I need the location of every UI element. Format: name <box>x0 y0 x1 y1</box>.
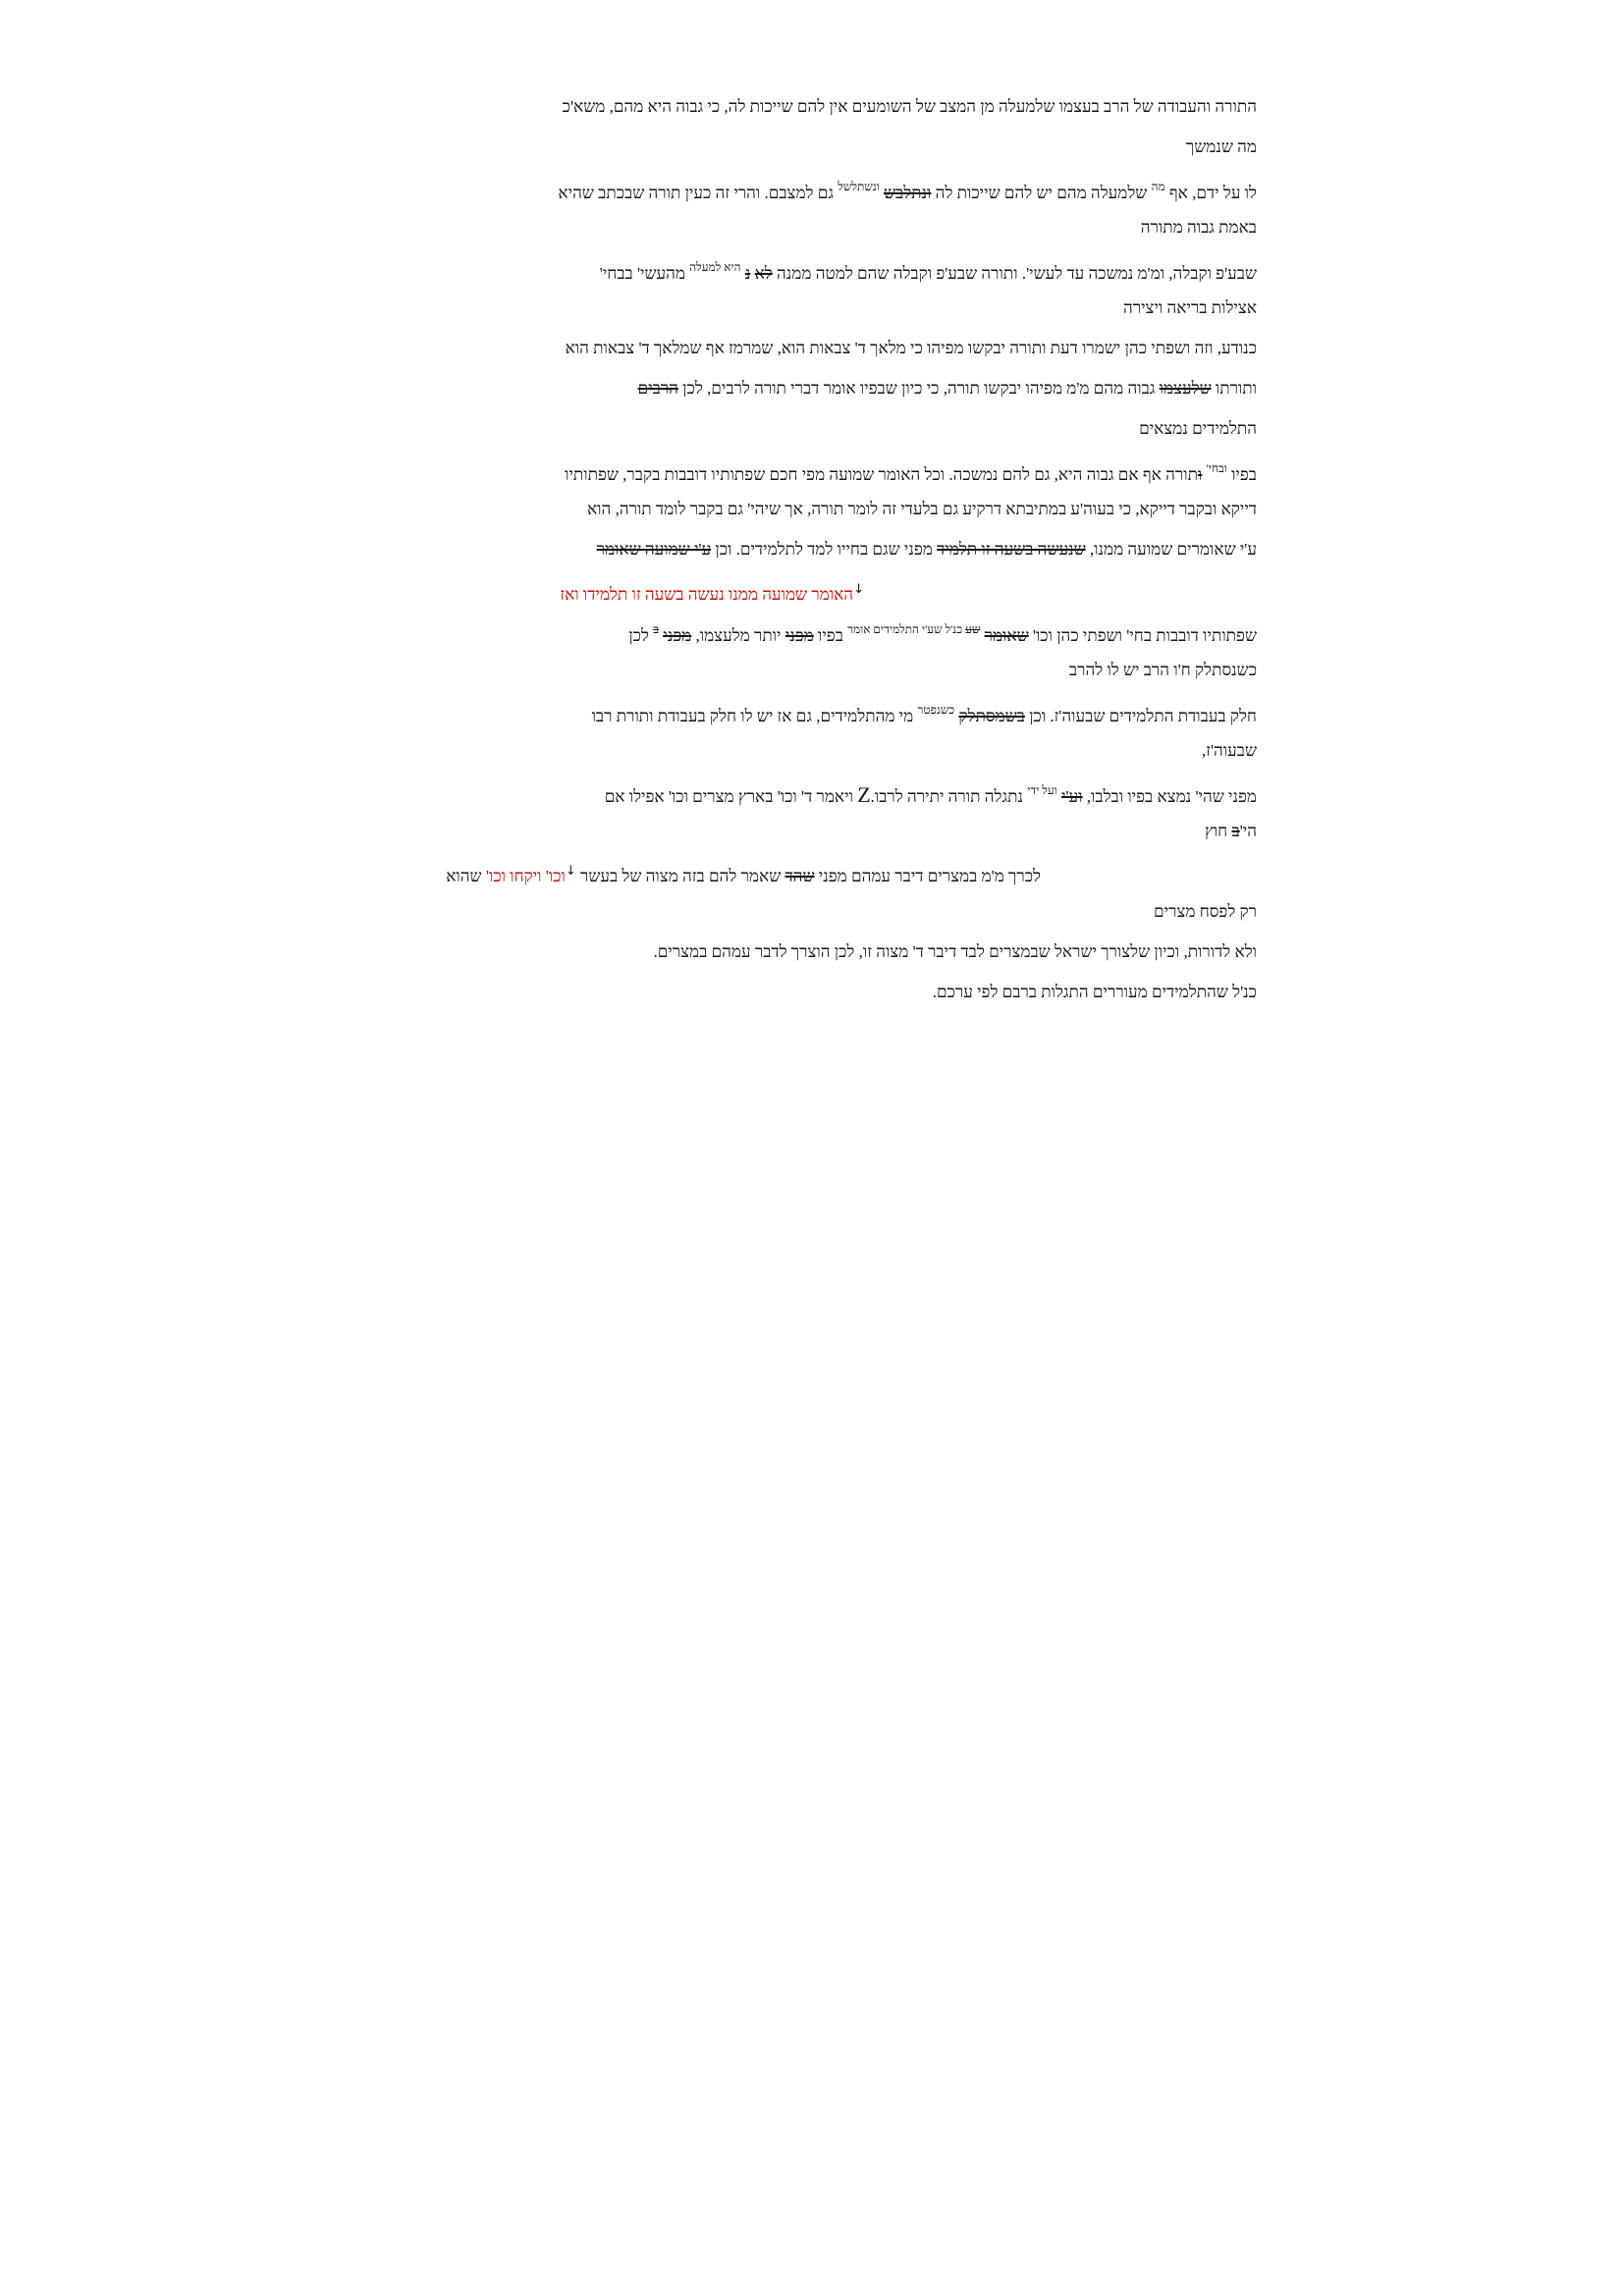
text-run: שהוא <box>446 867 486 885</box>
text-line <box>182 408 1257 449</box>
text-line <box>182 569 864 610</box>
text-line <box>182 529 1257 569</box>
text-run: גם למצבם. והרי זה כעין תורה שבכתב שהיא <box>558 184 839 202</box>
text-run: אצילות בריאה ויצירה <box>1122 298 1257 317</box>
text-run: לכרך מ'מ במצרים דיבר עמהם מפני <box>814 867 1041 885</box>
latin-z-mark: Z <box>857 782 871 807</box>
text-run: הי' <box>1239 822 1257 840</box>
superscript-insertion: היא למעלה <box>689 260 741 274</box>
text-run: יותר מלעצמו, <box>691 626 785 645</box>
text-run: מה שנמשך <box>1185 137 1257 156</box>
text-run: שאמר להם בזה מצוה של בעשר <box>575 867 785 885</box>
text-line <box>182 811 1257 851</box>
strikethrough-run: שהד <box>784 867 815 885</box>
strikethrough-run: ע'י שמועה שאומר <box>596 540 712 559</box>
text-run: מהעשי' בבחי' <box>599 264 690 283</box>
superscript-insertion: ועל ידי <box>1027 783 1057 797</box>
text-run: נתגלה תורה יתירה לרבו. <box>870 787 1028 806</box>
text-run: לכן <box>628 626 654 645</box>
text-run: לו על ידם, אף <box>1164 184 1257 202</box>
text-line <box>182 247 1257 288</box>
strikethrough-run: הרבים <box>637 379 678 398</box>
strikethrough-run: ב <box>1231 822 1240 840</box>
superscript-strikethrough-run: ב <box>653 622 659 636</box>
text-run: בפיו <box>813 626 848 645</box>
strikethrough-run: לא <box>754 264 773 283</box>
strikethrough-run: שנעשה בשעה זו תלמיד <box>937 540 1086 559</box>
text-line <box>182 328 1257 368</box>
text-run: ותורתו <box>1211 379 1257 398</box>
text-run: מפני שגם בחייו למד לתלמידים. וכן <box>711 540 938 559</box>
text-line <box>182 730 1257 771</box>
text-run: ויאמר ד' וכו' בארץ מצרים וכו' אפילו אם <box>604 787 858 806</box>
text-line <box>182 690 1257 730</box>
text-run: כנ'ל שהתלמידים מעוררים התגלות ברבם לפי ערכם. <box>932 983 1257 1001</box>
superscript-insertion: ונשתלשל <box>838 180 880 193</box>
strikethrough-run: שאומר <box>984 626 1029 645</box>
text-run: ע'י שאומרים שמועה ממנו, <box>1085 540 1257 559</box>
text-block <box>182 86 1257 1012</box>
strikethrough-run: בשמסתלק <box>958 707 1025 725</box>
text-run: תורה אף אם גבוה היא, גם להם נמשכה. וכל האומר שמועה מפי חכם שפתותיו דובבות בקבר, שפתותיו <box>565 465 1198 484</box>
text-line <box>182 86 1257 127</box>
text-run: שלמעלה מהם יש להם שייכות לה <box>931 184 1152 202</box>
text-run: התורה והעבודה של הרב בעצמו שלמעלה מן המצב של השומעים אין להם שייכות לה, כי גבוה היא מהם, משא'כ <box>562 97 1257 116</box>
text-run: בפיו <box>1226 465 1257 484</box>
text-run: כשנסתלק ח'ו הרב יש לו להרב <box>1068 661 1257 679</box>
text-line <box>182 891 1257 932</box>
strikethrough-run: ונתלבש <box>883 184 932 202</box>
strikethrough-run: ו <box>1197 465 1203 484</box>
red-annotation: האומר שמועה ממנו נעשה בשעה זו תלמידו ואז <box>560 585 854 604</box>
text-line <box>182 167 1257 207</box>
text-line <box>182 127 1257 167</box>
text-run: שבע'פ וקבלה, ומ'מ נמשכה עד לעשי'. ותורה שבע'פ וקבלה שהם למטה ממנה <box>772 264 1257 283</box>
text-run: מפני שהי' נמצא בפיו ובלבו, <box>1082 787 1257 806</box>
text-run: דייקא ובקבר דייקא, כי בעוה'ע במתיבתא דרקיע גם בלעדי זה לומר תורה, אך שיהי' גם בקבר לומד תורה, הוא <box>586 500 1257 518</box>
superscript-strikethrough-run: שע <box>965 622 981 636</box>
text-line <box>182 449 1257 489</box>
red-annotation: וכו' ויקחו וכו' <box>485 867 566 885</box>
text-run: ולא לדורות, וכיון שלצורך ישראל שבמצרים לבד דיבר ד' מצוה זו, לכן הוצרך לדבר עמהם במצרים. <box>653 942 1257 961</box>
text-run: מי מהתלמידים, גם אז יש לו חלק בעבודת ותורת רבו <box>591 707 918 725</box>
superscript-insertion: מה <box>1151 180 1165 193</box>
text-run: כנודע, וזה ושפתי כהן ישמרו דעת ותורה יבקשו מפיהו כי מלאך ד' צבאות הוא, שמרמז אף שמלאך ד' צבאות הוא <box>565 339 1257 357</box>
text-line <box>182 851 1041 891</box>
insertion-arrow-icon: ↓ <box>565 864 576 879</box>
strikethrough-run: מפני <box>784 626 814 645</box>
strikethrough-run: נ <box>744 264 751 283</box>
text-run: התלמידים נמצאים <box>1139 419 1257 438</box>
text-run: שבעוה'ז, <box>1201 741 1257 760</box>
text-run: באמת גבוה מתורה <box>1140 218 1257 237</box>
text-line <box>182 489 1257 529</box>
text-run: חוץ <box>1204 822 1232 840</box>
text-line <box>182 771 1257 811</box>
strikethrough-run: וע'י <box>1061 787 1083 806</box>
strikethrough-run: שלעצמו <box>1159 379 1212 398</box>
text-line <box>182 368 1257 408</box>
strikethrough-run: מפני <box>663 626 692 645</box>
text-line <box>182 207 1257 247</box>
text-line <box>182 610 1257 650</box>
text-run: חלק בעבודת התלמידים שבעוה'ז. וכן <box>1024 707 1257 725</box>
text-run: שפתותיו דובבות בחי' ושפתי כהן וכו' <box>1028 626 1257 645</box>
text-run: רק לפסח מצרים <box>1154 902 1257 921</box>
text-line <box>182 288 1257 328</box>
text-line <box>182 932 1257 972</box>
superscript-insertion: ובחי' <box>1206 461 1227 475</box>
text-line <box>182 972 1257 1012</box>
text-run: גבוה מהם מ'מ מפיהו יבקשו תורה, כי כיון שבפיו אומר דברי תורה לרבים, לכן <box>677 379 1160 398</box>
text-line <box>182 650 1257 690</box>
superscript-insertion: כשנפטר <box>917 703 955 717</box>
superscript-insertion: כנ'ל שע'י התלמידים אומר <box>847 622 966 636</box>
insertion-arrow-icon: ↓ <box>853 582 864 597</box>
